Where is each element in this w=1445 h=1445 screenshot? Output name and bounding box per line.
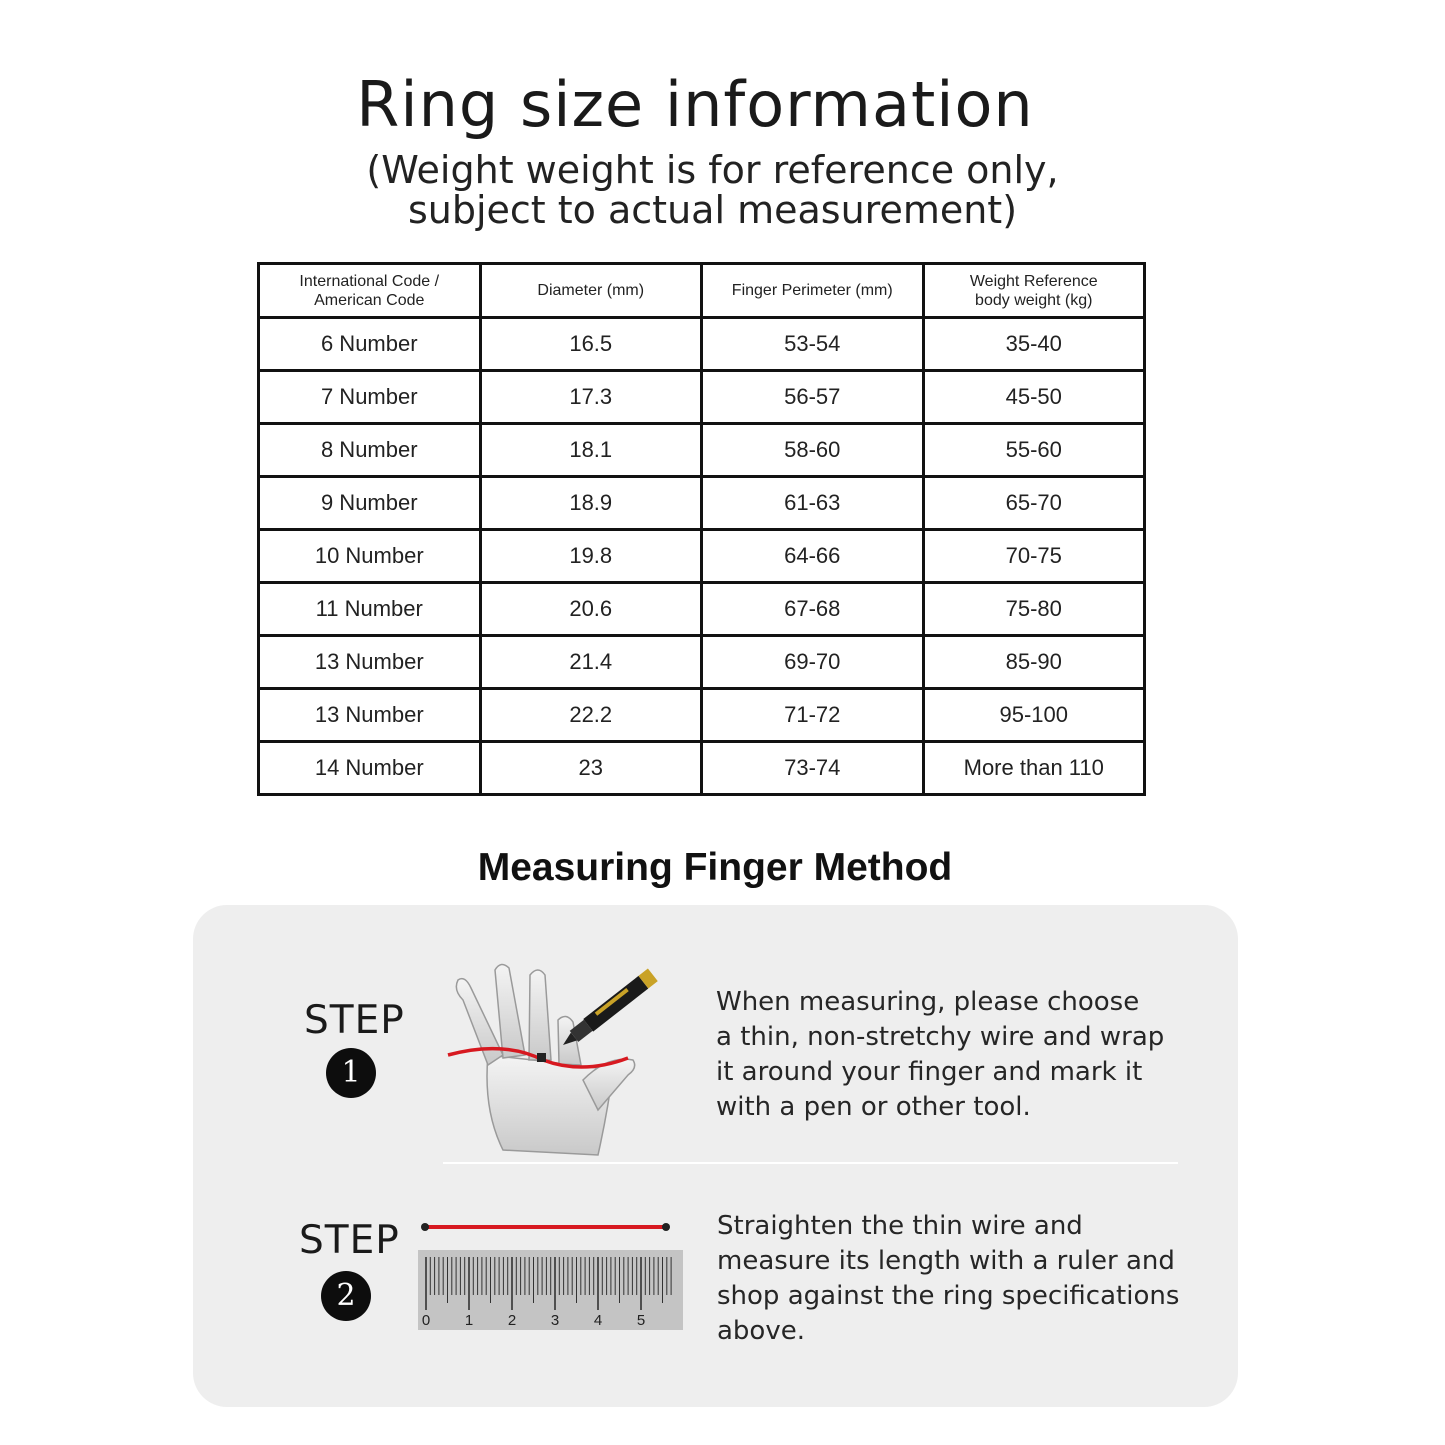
table-cell: 19.8 — [480, 530, 702, 583]
header-weight-reference: Weight Reference body weight (kg) — [923, 264, 1145, 318]
table-cell: 75-80 — [923, 583, 1145, 636]
table-row — [259, 318, 1145, 371]
ruler-tick-label: 4 — [593, 1312, 603, 1329]
ruler-tick-label: 5 — [636, 1312, 646, 1329]
table-row — [259, 636, 1145, 689]
table-cell: 65-70 — [923, 477, 1145, 530]
header-diameter: Diameter (mm) — [480, 264, 702, 318]
header-finger-perimeter: Finger Perimeter (mm) — [702, 264, 924, 318]
table-cell: 67-68 — [702, 583, 924, 636]
wire-and-ruler-icon — [413, 1215, 688, 1335]
method-title: Measuring Finger Method — [477, 846, 953, 889]
table-cell: 17.3 — [480, 371, 702, 424]
table-cell: 21.4 — [480, 636, 702, 689]
step-2-description: Straighten the thin wire and measure its length with a ruler and shop against the ring specifications above. — [717, 1211, 1180, 1346]
table-cell: 69-70 — [702, 636, 924, 689]
subtitle-line-2: subject to actual measurement) — [407, 188, 1018, 232]
table-cell: 95-100 — [923, 689, 1145, 742]
table-cell: 20.6 — [480, 583, 702, 636]
table-cell: 73-74 — [702, 742, 924, 795]
table-header-row — [259, 264, 1145, 318]
table-cell: 11 Number — [259, 583, 481, 636]
step-1-badge: 1 — [326, 1048, 376, 1098]
page-subtitle — [0, 150, 1425, 230]
table-cell: 9 Number — [259, 477, 481, 530]
table-cell: 45-50 — [923, 371, 1145, 424]
table-row — [259, 530, 1145, 583]
step-2-badge: 2 — [321, 1271, 371, 1321]
table-row — [259, 689, 1145, 742]
table-row — [259, 424, 1145, 477]
table-cell: 6 Number — [259, 318, 481, 371]
table-row — [259, 583, 1145, 636]
ruler-tick-label: 1 — [464, 1312, 474, 1329]
table-cell: 14 Number — [259, 742, 481, 795]
ruler-tick-label: 0 — [421, 1312, 431, 1329]
table-cell: 22.2 — [480, 689, 702, 742]
table-cell: 55-60 — [923, 424, 1145, 477]
subtitle-line-1: (Weight weight is for reference only, — [366, 148, 1059, 192]
header-international-code: International Code / American Code — [259, 264, 481, 318]
step-2-label: STEP — [299, 1218, 400, 1263]
table-cell: 10 Number — [259, 530, 481, 583]
table-cell: 71-72 — [702, 689, 924, 742]
measuring-method-panel — [193, 905, 1238, 1407]
table-cell: 16.5 — [480, 318, 702, 371]
step-1-description: When measuring, please choose a thin, non-stretchy wire and wrap it around your finger and mark it with a pen or other tool. — [716, 987, 1165, 1122]
ruler-tick-label: 3 — [550, 1312, 560, 1329]
step-divider — [443, 1162, 1178, 1164]
table-cell: 7 Number — [259, 371, 481, 424]
table-cell: 53-54 — [702, 318, 924, 371]
table-cell: 13 Number — [259, 636, 481, 689]
table-cell: 35-40 — [923, 318, 1145, 371]
table-cell: 58-60 — [702, 424, 924, 477]
step-1-label: STEP — [304, 998, 405, 1043]
table-body — [259, 318, 1145, 795]
table-cell: 64-66 — [702, 530, 924, 583]
table-cell: 18.9 — [480, 477, 702, 530]
table-cell: 61-63 — [702, 477, 924, 530]
table-cell: 8 Number — [259, 424, 481, 477]
table-cell: 56-57 — [702, 371, 924, 424]
page-title: Ring size information — [356, 68, 1034, 141]
table-cell: 13 Number — [259, 689, 481, 742]
table-row — [259, 371, 1145, 424]
ring-size-table — [257, 262, 1146, 796]
table-cell: 18.1 — [480, 424, 702, 477]
table-row — [259, 742, 1145, 795]
table-cell: More than 110 — [923, 742, 1145, 795]
table-row — [259, 477, 1145, 530]
ruler-tick-label: 2 — [507, 1312, 517, 1329]
hand-with-wire-and-marker-icon — [433, 960, 703, 1165]
table-cell: 23 — [480, 742, 702, 795]
table-cell: 70-75 — [923, 530, 1145, 583]
table-cell: 85-90 — [923, 636, 1145, 689]
